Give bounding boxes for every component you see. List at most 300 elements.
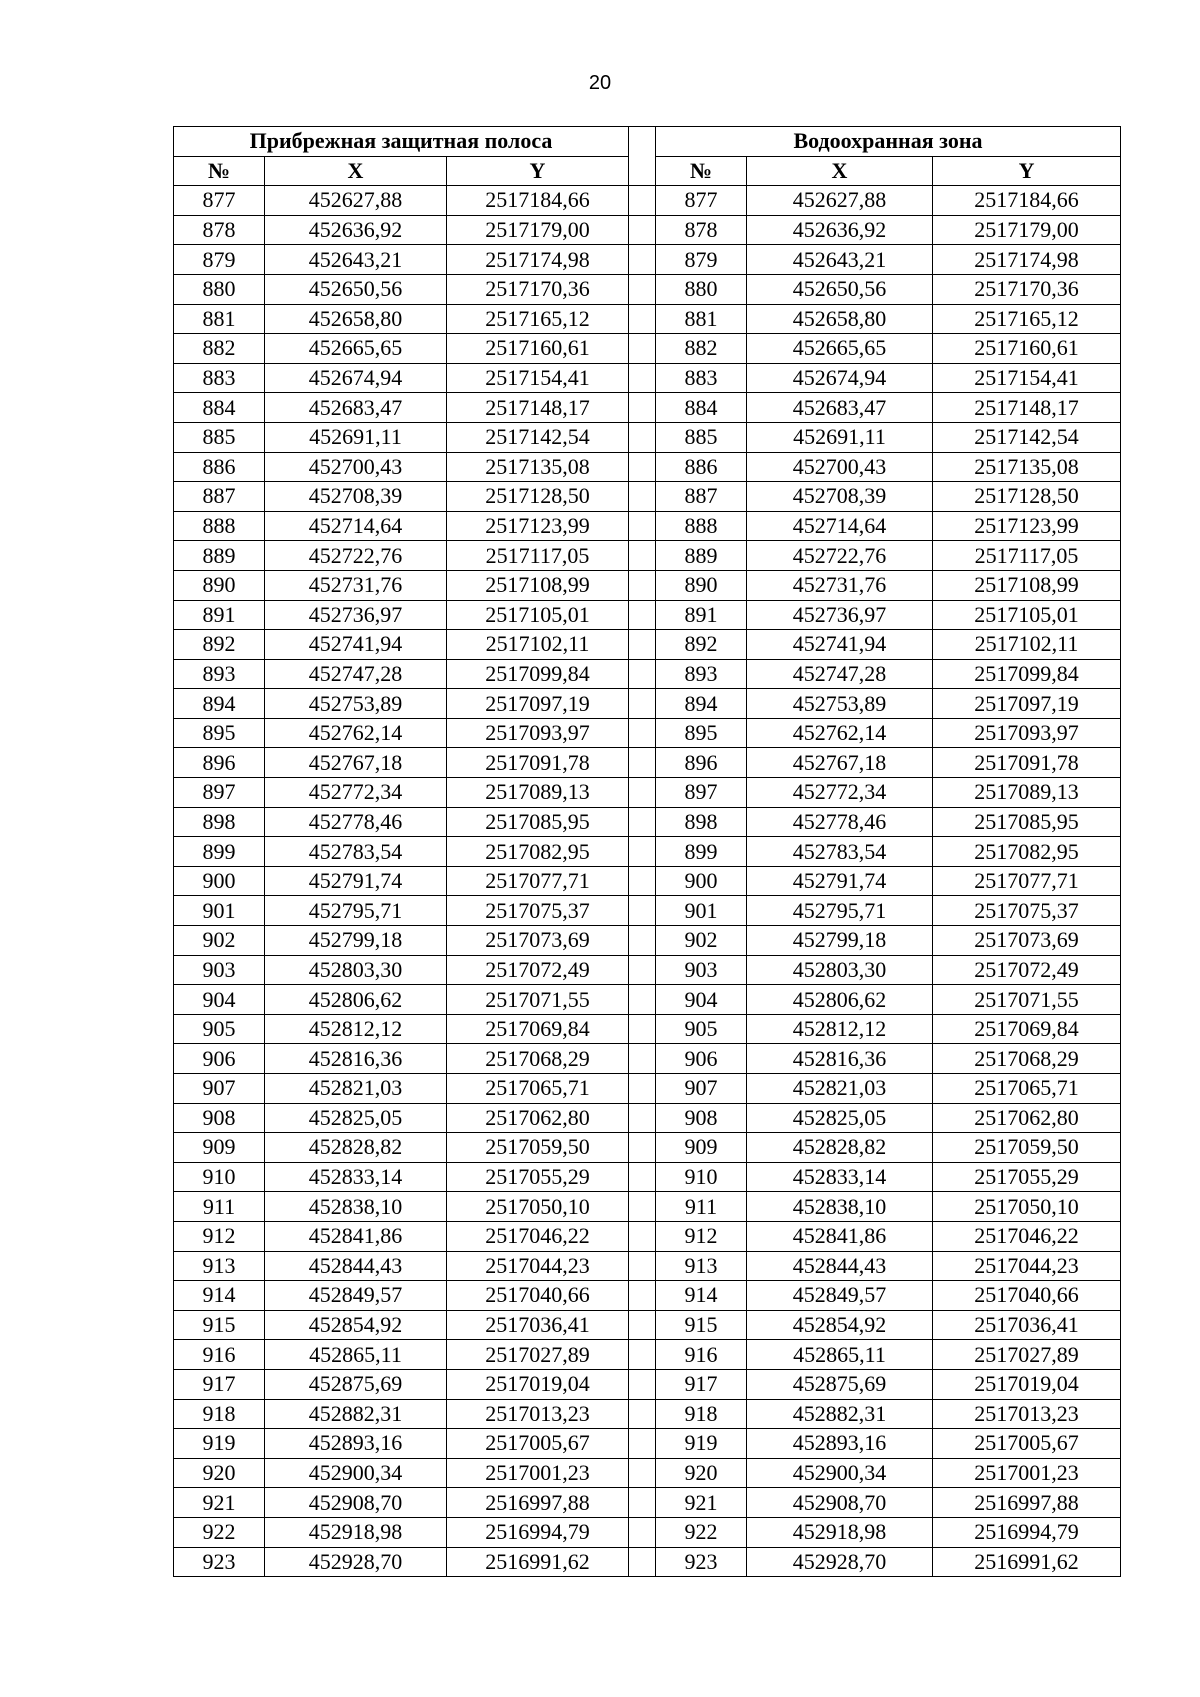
right-y-cell: 2517089,13 (933, 778, 1121, 808)
table-row (174, 1488, 1121, 1518)
left-y-cell: 2517085,95 (447, 807, 629, 837)
left-x-cell: 452791,74 (265, 866, 447, 896)
table-row (174, 1369, 1121, 1399)
table-row (174, 1074, 1121, 1104)
right-num-cell: 914 (656, 1281, 747, 1311)
left-num-cell: 879 (174, 245, 265, 275)
left-num-cell: 903 (174, 955, 265, 985)
right-y-cell: 2517165,12 (933, 304, 1121, 334)
left-num-cell: 902 (174, 926, 265, 956)
right-num-cell: 886 (656, 452, 747, 482)
left-num-cell: 881 (174, 304, 265, 334)
left-num-header: № (174, 156, 265, 186)
left-y-cell: 2517072,49 (447, 955, 629, 985)
right-y-cell: 2517091,78 (933, 748, 1121, 778)
left-num-cell: 904 (174, 985, 265, 1015)
right-x-cell: 452665,65 (747, 334, 933, 364)
table-gap (629, 422, 656, 452)
left-x-cell: 452854,92 (265, 1310, 447, 1340)
right-num-header: № (656, 156, 747, 186)
right-x-cell: 452893,16 (747, 1429, 933, 1459)
right-x-cell: 452908,70 (747, 1488, 933, 1518)
right-x-cell: 452722,76 (747, 541, 933, 571)
right-num-cell: 900 (656, 866, 747, 896)
right-y-cell: 2517069,84 (933, 1014, 1121, 1044)
table-gap (629, 866, 656, 896)
right-y-cell: 2516991,62 (933, 1547, 1121, 1577)
table-row (174, 541, 1121, 571)
right-y-cell: 2517019,04 (933, 1369, 1121, 1399)
left-num-cell: 893 (174, 659, 265, 689)
right-x-cell: 452643,21 (747, 245, 933, 275)
right-num-cell: 887 (656, 482, 747, 512)
table-gap (629, 1369, 656, 1399)
left-num-cell: 889 (174, 541, 265, 571)
right-num-cell: 896 (656, 748, 747, 778)
left-y-cell: 2517065,71 (447, 1074, 629, 1104)
left-y-cell: 2517082,95 (447, 837, 629, 867)
left-y-cell: 2517160,61 (447, 334, 629, 364)
left-num-cell: 901 (174, 896, 265, 926)
right-y-cell: 2517044,23 (933, 1251, 1121, 1281)
left-x-cell: 452844,43 (265, 1251, 447, 1281)
right-num-cell: 915 (656, 1310, 747, 1340)
table-gap (629, 630, 656, 660)
left-y-cell: 2517105,01 (447, 600, 629, 630)
left-num-cell: 897 (174, 778, 265, 808)
table-gap (629, 778, 656, 808)
right-y-cell: 2517077,71 (933, 866, 1121, 896)
right-y-cell: 2517068,29 (933, 1044, 1121, 1074)
left-x-cell: 452900,34 (265, 1458, 447, 1488)
table-row (174, 1281, 1121, 1311)
table-row (174, 1340, 1121, 1370)
table-row (174, 1547, 1121, 1577)
left-x-cell: 452674,94 (265, 363, 447, 393)
left-num-cell: 878 (174, 215, 265, 245)
left-x-cell: 452714,64 (265, 511, 447, 541)
table-gap (629, 1281, 656, 1311)
table-gap (629, 1014, 656, 1044)
right-x-cell: 452650,56 (747, 274, 933, 304)
left-num-cell: 900 (174, 866, 265, 896)
right-num-cell: 882 (656, 334, 747, 364)
right-y-cell: 2517105,01 (933, 600, 1121, 630)
left-x-cell: 452806,62 (265, 985, 447, 1015)
right-x-cell: 452849,57 (747, 1281, 933, 1311)
left-num-cell: 888 (174, 511, 265, 541)
left-x-cell: 452722,76 (265, 541, 447, 571)
right-num-cell: 883 (656, 363, 747, 393)
right-num-cell: 897 (656, 778, 747, 808)
right-y-cell: 2517065,71 (933, 1074, 1121, 1104)
left-y-cell: 2517148,17 (447, 393, 629, 423)
table-gap (629, 748, 656, 778)
left-num-cell: 919 (174, 1429, 265, 1459)
left-y-cell: 2517097,19 (447, 689, 629, 719)
table-gap (629, 186, 656, 216)
table-row (174, 570, 1121, 600)
table-row (174, 1251, 1121, 1281)
right-y-cell: 2516997,88 (933, 1488, 1121, 1518)
right-num-cell: 905 (656, 1014, 747, 1044)
table-row (174, 837, 1121, 867)
right-num-cell: 891 (656, 600, 747, 630)
left-y-cell: 2517040,66 (447, 1281, 629, 1311)
table-row (174, 748, 1121, 778)
right-x-cell: 452778,46 (747, 807, 933, 837)
right-num-cell: 893 (656, 659, 747, 689)
left-num-cell: 912 (174, 1221, 265, 1251)
table-row (174, 422, 1121, 452)
right-y-cell: 2517005,67 (933, 1429, 1121, 1459)
right-num-cell: 921 (656, 1488, 747, 1518)
left-num-cell: 916 (174, 1340, 265, 1370)
left-x-cell: 452627,88 (265, 186, 447, 216)
table-row (174, 1429, 1121, 1459)
left-num-cell: 896 (174, 748, 265, 778)
right-num-cell: 918 (656, 1399, 747, 1429)
left-y-cell: 2517091,78 (447, 748, 629, 778)
table-row (174, 1517, 1121, 1547)
right-x-cell: 452828,82 (747, 1133, 933, 1163)
left-num-cell: 880 (174, 274, 265, 304)
left-num-cell: 913 (174, 1251, 265, 1281)
left-x-cell: 452875,69 (265, 1369, 447, 1399)
left-x-cell: 452841,86 (265, 1221, 447, 1251)
left-x-cell: 452833,14 (265, 1162, 447, 1192)
right-num-cell: 903 (656, 955, 747, 985)
right-num-cell: 923 (656, 1547, 747, 1577)
left-x-cell: 452658,80 (265, 304, 447, 334)
left-num-cell: 918 (174, 1399, 265, 1429)
left-y-cell: 2517165,12 (447, 304, 629, 334)
left-num-cell: 898 (174, 807, 265, 837)
right-x-cell: 452683,47 (747, 393, 933, 423)
right-y-cell: 2517142,54 (933, 422, 1121, 452)
right-num-cell: 898 (656, 807, 747, 837)
right-y-cell: 2517050,10 (933, 1192, 1121, 1222)
right-y-cell: 2517174,98 (933, 245, 1121, 275)
left-y-cell: 2517050,10 (447, 1192, 629, 1222)
table-gap (629, 245, 656, 275)
left-y-cell: 2517044,23 (447, 1251, 629, 1281)
table-row (174, 659, 1121, 689)
coordinates-table (173, 126, 1121, 1577)
left-y-cell: 2517102,11 (447, 630, 629, 660)
left-x-cell: 452665,65 (265, 334, 447, 364)
right-x-cell: 452747,28 (747, 659, 933, 689)
left-x-cell: 452700,43 (265, 452, 447, 482)
left-y-cell: 2517117,05 (447, 541, 629, 571)
left-x-cell: 452636,92 (265, 215, 447, 245)
left-y-cell: 2517123,99 (447, 511, 629, 541)
left-x-header: X (265, 156, 447, 186)
left-x-cell: 452778,46 (265, 807, 447, 837)
left-y-cell: 2517128,50 (447, 482, 629, 512)
right-y-cell: 2517179,00 (933, 215, 1121, 245)
right-x-cell: 452627,88 (747, 186, 933, 216)
table-gap (629, 955, 656, 985)
right-x-cell: 452736,97 (747, 600, 933, 630)
left-y-cell: 2517179,00 (447, 215, 629, 245)
table-row (174, 718, 1121, 748)
right-x-cell: 452799,18 (747, 926, 933, 956)
right-x-cell: 452816,36 (747, 1044, 933, 1074)
right-y-cell: 2517154,41 (933, 363, 1121, 393)
left-num-cell: 891 (174, 600, 265, 630)
table-gap (629, 274, 656, 304)
right-y-header: Y (933, 156, 1121, 186)
table-gap (629, 807, 656, 837)
table-row (174, 274, 1121, 304)
left-y-cell: 2517089,13 (447, 778, 629, 808)
right-y-cell: 2517072,49 (933, 955, 1121, 985)
right-x-cell: 452741,94 (747, 630, 933, 660)
left-y-cell: 2517075,37 (447, 896, 629, 926)
left-num-cell: 899 (174, 837, 265, 867)
left-x-cell: 452816,36 (265, 1044, 447, 1074)
right-num-cell: 913 (656, 1251, 747, 1281)
right-num-cell: 894 (656, 689, 747, 719)
table-row (174, 363, 1121, 393)
right-y-cell: 2517097,19 (933, 689, 1121, 719)
left-x-cell: 452821,03 (265, 1074, 447, 1104)
table-gap (629, 1133, 656, 1163)
table-row (174, 1014, 1121, 1044)
table-row (174, 896, 1121, 926)
right-num-cell: 889 (656, 541, 747, 571)
right-num-cell: 879 (656, 245, 747, 275)
table-row (174, 689, 1121, 719)
right-num-cell: 907 (656, 1074, 747, 1104)
left-y-cell: 2517046,22 (447, 1221, 629, 1251)
table-row (174, 186, 1121, 216)
right-y-cell: 2517075,37 (933, 896, 1121, 926)
right-y-cell: 2517071,55 (933, 985, 1121, 1015)
right-y-cell: 2517013,23 (933, 1399, 1121, 1429)
table-gap (629, 1458, 656, 1488)
left-y-cell: 2517019,04 (447, 1369, 629, 1399)
table-row (174, 778, 1121, 808)
left-num-cell: 883 (174, 363, 265, 393)
table-gap (629, 718, 656, 748)
right-x-cell: 452691,11 (747, 422, 933, 452)
left-num-cell: 908 (174, 1103, 265, 1133)
right-y-cell: 2517102,11 (933, 630, 1121, 660)
right-y-cell: 2517128,50 (933, 482, 1121, 512)
table-gap (629, 1488, 656, 1518)
table-row (174, 304, 1121, 334)
table-row (174, 334, 1121, 364)
right-y-cell: 2517073,69 (933, 926, 1121, 956)
table-row (174, 955, 1121, 985)
section-title-row (174, 127, 1121, 157)
left-x-cell: 452708,39 (265, 482, 447, 512)
left-x-cell: 452795,71 (265, 896, 447, 926)
right-x-cell: 452865,11 (747, 1340, 933, 1370)
table-gap (629, 689, 656, 719)
left-y-cell: 2517005,67 (447, 1429, 629, 1459)
table-gap (629, 926, 656, 956)
left-num-cell: 917 (174, 1369, 265, 1399)
left-num-cell: 911 (174, 1192, 265, 1222)
right-num-cell: 908 (656, 1103, 747, 1133)
right-y-cell: 2517170,36 (933, 274, 1121, 304)
right-x-cell: 452762,14 (747, 718, 933, 748)
left-y-cell: 2517142,54 (447, 422, 629, 452)
table-row (174, 393, 1121, 423)
right-y-cell: 2517085,95 (933, 807, 1121, 837)
left-num-cell: 921 (174, 1488, 265, 1518)
right-x-cell: 452838,10 (747, 1192, 933, 1222)
left-num-cell: 914 (174, 1281, 265, 1311)
left-x-cell: 452783,54 (265, 837, 447, 867)
right-y-cell: 2517135,08 (933, 452, 1121, 482)
left-x-cell: 452849,57 (265, 1281, 447, 1311)
right-x-cell: 452918,98 (747, 1517, 933, 1547)
left-x-cell: 452908,70 (265, 1488, 447, 1518)
table-gap (629, 1192, 656, 1222)
right-x-cell: 452825,05 (747, 1103, 933, 1133)
table-row (174, 807, 1121, 837)
table-gap (629, 1074, 656, 1104)
right-num-cell: 904 (656, 985, 747, 1015)
table-row (174, 482, 1121, 512)
right-x-cell: 452700,43 (747, 452, 933, 482)
right-x-cell: 452821,03 (747, 1074, 933, 1104)
table-row (174, 1458, 1121, 1488)
left-num-cell: 910 (174, 1162, 265, 1192)
right-num-cell: 890 (656, 570, 747, 600)
left-x-cell: 452691,11 (265, 422, 447, 452)
right-num-cell: 895 (656, 718, 747, 748)
left-x-cell: 452865,11 (265, 1340, 447, 1370)
table-row (174, 452, 1121, 482)
right-y-cell: 2517148,17 (933, 393, 1121, 423)
right-x-cell: 452844,43 (747, 1251, 933, 1281)
table-gap (629, 1517, 656, 1547)
right-x-cell: 452812,12 (747, 1014, 933, 1044)
right-num-cell: 911 (656, 1192, 747, 1222)
table-body (174, 186, 1121, 1577)
right-x-cell: 452753,89 (747, 689, 933, 719)
left-section-title: Прибрежная защитная полоса (174, 127, 629, 157)
left-x-cell: 452643,21 (265, 245, 447, 275)
right-y-cell: 2517046,22 (933, 1221, 1121, 1251)
right-num-cell: 919 (656, 1429, 747, 1459)
right-x-cell: 452783,54 (747, 837, 933, 867)
table-gap (629, 1044, 656, 1074)
left-x-cell: 452828,82 (265, 1133, 447, 1163)
table-gap (629, 1399, 656, 1429)
right-x-cell: 452875,69 (747, 1369, 933, 1399)
table-gap (629, 1162, 656, 1192)
table-gap (629, 541, 656, 571)
right-x-cell: 452767,18 (747, 748, 933, 778)
table-row (174, 600, 1121, 630)
left-y-cell: 2517059,50 (447, 1133, 629, 1163)
right-x-cell: 452833,14 (747, 1162, 933, 1192)
right-x-cell: 452928,70 (747, 1547, 933, 1577)
right-x-cell: 452772,34 (747, 778, 933, 808)
left-num-cell: 886 (174, 452, 265, 482)
left-num-cell: 894 (174, 689, 265, 719)
left-num-cell: 922 (174, 1517, 265, 1547)
table-gap (629, 393, 656, 423)
right-x-cell: 452636,92 (747, 215, 933, 245)
left-num-cell: 907 (174, 1074, 265, 1104)
right-y-cell: 2517184,66 (933, 186, 1121, 216)
table-row (174, 215, 1121, 245)
left-num-cell: 887 (174, 482, 265, 512)
table-gap (629, 659, 656, 689)
table-gap (629, 482, 656, 512)
left-num-cell: 909 (174, 1133, 265, 1163)
right-x-cell: 452806,62 (747, 985, 933, 1015)
right-y-cell: 2517108,99 (933, 570, 1121, 600)
left-x-cell: 452753,89 (265, 689, 447, 719)
right-y-cell: 2516994,79 (933, 1517, 1121, 1547)
right-section-title: Водоохранная зона (656, 127, 1121, 157)
left-x-cell: 452741,94 (265, 630, 447, 660)
left-y-cell: 2517135,08 (447, 452, 629, 482)
right-num-cell: 892 (656, 630, 747, 660)
left-num-cell: 915 (174, 1310, 265, 1340)
right-num-cell: 888 (656, 511, 747, 541)
left-x-cell: 452825,05 (265, 1103, 447, 1133)
left-x-cell: 452736,97 (265, 600, 447, 630)
left-x-cell: 452650,56 (265, 274, 447, 304)
table-gap (629, 1547, 656, 1577)
table-row (174, 511, 1121, 541)
table-gap (629, 1251, 656, 1281)
left-x-cell: 452799,18 (265, 926, 447, 956)
left-x-cell: 452812,12 (265, 1014, 447, 1044)
table-row (174, 1133, 1121, 1163)
left-x-cell: 452747,28 (265, 659, 447, 689)
right-num-cell: 885 (656, 422, 747, 452)
table-row (174, 1310, 1121, 1340)
right-y-cell: 2517099,84 (933, 659, 1121, 689)
table-gap (629, 570, 656, 600)
left-x-cell: 452918,98 (265, 1517, 447, 1547)
left-x-cell: 452803,30 (265, 955, 447, 985)
left-x-cell: 452772,34 (265, 778, 447, 808)
right-y-cell: 2517001,23 (933, 1458, 1121, 1488)
right-x-cell: 452803,30 (747, 955, 933, 985)
left-y-cell: 2517068,29 (447, 1044, 629, 1074)
table-row (174, 1221, 1121, 1251)
table-gap (629, 334, 656, 364)
right-x-cell: 452882,31 (747, 1399, 933, 1429)
table-gap (629, 304, 656, 334)
table-gap (629, 837, 656, 867)
left-y-cell: 2516994,79 (447, 1517, 629, 1547)
right-x-cell: 452731,76 (747, 570, 933, 600)
table-row (174, 1192, 1121, 1222)
right-num-cell: 901 (656, 896, 747, 926)
left-x-cell: 452838,10 (265, 1192, 447, 1222)
table-gap (629, 511, 656, 541)
left-y-cell: 2517069,84 (447, 1014, 629, 1044)
right-y-cell: 2517117,05 (933, 541, 1121, 571)
right-x-cell: 452841,86 (747, 1221, 933, 1251)
right-x-cell: 452854,92 (747, 1310, 933, 1340)
left-x-cell: 452762,14 (265, 718, 447, 748)
page-number: 20 (588, 72, 612, 94)
left-y-cell: 2517013,23 (447, 1399, 629, 1429)
